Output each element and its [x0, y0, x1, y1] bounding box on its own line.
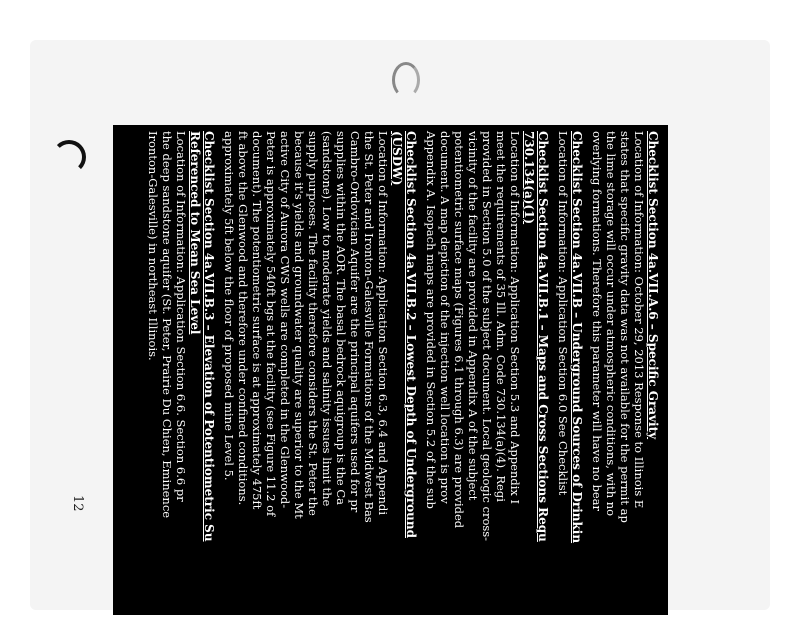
section-body-line: potentiometric surface maps (Figures 6.1 through 6.3) are provided: [452, 131, 466, 529]
section-body-line: Location of Information: Application Section 5.3 and Appendix I: [508, 131, 522, 505]
section-heading: Checklist Section 4a.VII.B – Underground Sources of Drinkin: [570, 131, 584, 544]
punch-hole-left: [52, 140, 86, 174]
section-body-line: because it's yields and groundwater quality are superior to the Mt: [292, 131, 306, 519]
section-heading: Checklist Section 4a.VII.A.6 – Specific Gravity: [646, 131, 660, 440]
section-body-line: Location of Information: Application Section 6.0 See Checklist: [556, 131, 570, 496]
section-body-line: Location of Information: Application Section 6.3, 6.4 and Appendi: [376, 131, 390, 516]
section-body-line: approximately 5ft below the floor of proposed mine Level 5.: [222, 131, 236, 481]
section-body-line: states that specific gravity data was not available for the permit ap: [618, 131, 632, 523]
section-body-line: Appendix A. Isopach maps are provided in Section 5.2 of the sub: [424, 131, 438, 509]
section-heading: Checklist Section 4a.VII.B.2 – Lowest Depth of Underground: [404, 131, 418, 538]
section-body-line: Location of Information: Application Section 6.6. Section 6.6 pr: [174, 131, 188, 502]
section-body-line: Cambro-Ordovician Aquifer are the principal aquifers used for pr: [348, 131, 362, 513]
section-body-line: Peter is approximately 540ft bgs at the facility (see Figure 11.2 of: [264, 131, 278, 517]
section-body-line: document. A map depiction of the injection well location is prov: [438, 131, 452, 504]
checklist-section: [556, 131, 584, 615]
section-heading: Checklist Section 4a.VII.B.1 – Maps and Cross Sections Requ: [536, 131, 550, 542]
section-heading: 730.134(a)(1): [522, 131, 536, 225]
checklist-section: [424, 131, 550, 615]
section-heading: (USDW): [390, 131, 404, 186]
section-body-line: (sandstone). Low to moderate yields and salinity issues limit the: [320, 131, 334, 507]
section-body-line: supply purposes. The facility therefore considers the St. Peter the: [306, 131, 320, 516]
checklist-section: [222, 131, 418, 615]
section-body-line: the lime storage will occur under atmospheric conditions, with no: [604, 131, 618, 517]
punch-hole-top: [392, 62, 420, 98]
checklist-section: [146, 131, 216, 615]
section-heading: Checklist Section 4a.VII.B.3 – Elevation of Potentiometric Su: [202, 131, 216, 542]
page-number: 12: [70, 495, 85, 512]
section-body-line: meet the requirements of 35 Ill. Adm. Code 730.134(a)(4). Regi: [494, 131, 508, 502]
section-body-line: vicinity of the facility are provided in Appendix A of the subject: [466, 131, 480, 501]
section-body-line: Ironton-Galesville) in northeast Illinois.: [146, 131, 160, 361]
section-heading: Referenced to Mean Sea Level: [188, 131, 202, 335]
document-text: [113, 125, 668, 615]
section-body-line: the St. Peter and Ironton-Galesville Formations of the Midwest Bas: [362, 131, 376, 523]
section-body-line: active City of Aurora CWS wells are completed in the Glenwood-: [278, 131, 292, 509]
section-body-line: ft above the Glenwood and therefore under confined conditions.: [236, 131, 250, 506]
section-body-line: document). The potentiometric surface is at approximately 475ft: [250, 131, 264, 510]
checklist-section: [590, 131, 660, 615]
section-body-line: the deep sandstone aquifer (St. Peter, Prairie Du Chien, Eminence: [160, 131, 174, 519]
document-page: [113, 125, 668, 615]
section-body-line: provided in Section 5.0 of the subject document. Local geologic cross-: [480, 131, 494, 542]
section-body-line: supplies within the AOR. The basal bedrock aquigroup is the Ca: [334, 131, 348, 505]
section-body-line: overlying formations. Therefore this parameter will have no bear: [590, 131, 604, 511]
section-body-line: Location of Information: October 29, 2013 Response to Illinois E: [632, 131, 646, 509]
